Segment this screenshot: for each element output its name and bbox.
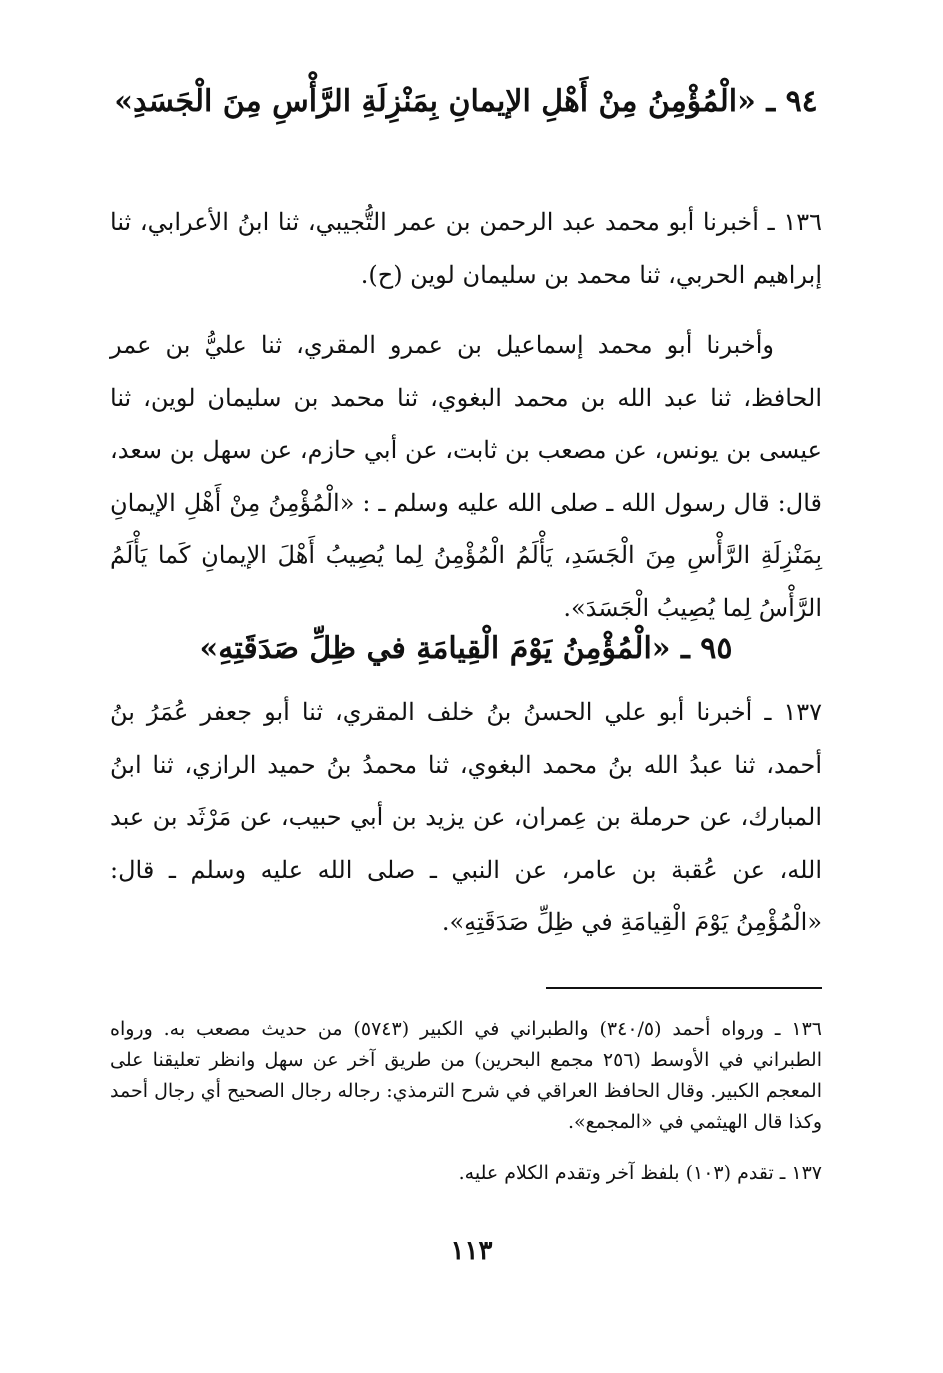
hadith-136-block <box>110 196 822 634</box>
chapter-95-heading: ٩٥ ـ «الْمُؤْمِنُ يَوْمَ الْقِيامَةِ في ظِلِّ صَدَقَتِهِ» <box>199 631 733 666</box>
footnotes <box>110 1014 822 1189</box>
hadith-136-text: وأخبرنا أبو محمد إسماعيل بن عمرو المقري، ثنا عليُّ بن عمر الحافظ، ثنا عبد الله بن محمد البغوي، ثنا محمد بن سليمان لوين، ثنا عيسى بن يونس، عن مصعب بن ثابت، عن أبي حازم، عن سهل بن سعد، قال: قال رسول الله ـ صلى الله عليه وسلم ـ : «الْمُؤْمِنُ مِنْ أَهْلِ الإيمانِ بِمَنْزِلَةِ الرَّأْسِ مِنَ الْجَسَدِ، يَأْلَمُ الْمُؤْمِنُ لِما يُصِيبُ أَهْلَ الإيمانِ كَما يَأْلَمُ الرَّأْسُ لِما يُصِيبُ الْجَسَدَ». <box>110 331 822 622</box>
footnote-137: ١٣٧ ـ تقدم (١٠٣) بلفظ آخر وتقدم الكلام عليه. <box>458 1162 822 1184</box>
chapter-94-heading: ٩٤ ـ «الْمُؤْمِنُ مِنْ أَهْلِ الإيمانِ بِمَنْزِلَةِ الرَّأْسِ مِنَ الْجَسَدِ» <box>114 84 818 119</box>
footnote-136: ١٣٦ ـ ورواه أحمد (٣٤٠/٥) والطبراني في الكبير (٥٧٤٣) من حديث مصعب به. ورواه الطبراني في الأوسط (٢٥٦ مجمع البحرين) من طريق آخر عن سهل وانظر تعليقنا على المعجم الكبير. وقال الحافظ العراقي في شرح الترمذي: رجاله رجال الصحيح أي رجال أحمد وكذا قال الهيثمي في «المجمع». <box>110 1018 822 1133</box>
hadith-136-chain: ١٣٦ ـ أخبرنا أبو محمد عبد الرحمن بن عمر التُّجيبي، ثنا ابنُ الأعرابي، ثنا إبراهيم الحربي، ثنا محمد بن سليمان لوين (ح). <box>110 208 822 289</box>
hadith-137-block <box>110 686 822 949</box>
hadith-137-text: ١٣٧ ـ أخبرنا أبو علي الحسنُ بنُ خلف المقري، ثنا أبو جعفر عُمَرُ بنُ أحمد، ثنا عبدُ الله بنُ محمد البغوي، ثنا محمدُ بنُ حميد الرازي، ثنا ابنُ المبارك، عن حرملة بن عِمران، عن يزيد بن أبي حبيب، عن مَرْثَد بن عبد الله، عن عُقبة بن عامر، عن النبي ـ صلى الله عليه وسلم ـ قال: «الْمُؤْمِنُ يَوْمَ الْقِيامَةِ في ظِلِّ صَدَقَتِهِ». <box>110 698 822 936</box>
footnote-separator <box>546 987 822 989</box>
page-number: ١١٣ <box>450 1236 493 1266</box>
